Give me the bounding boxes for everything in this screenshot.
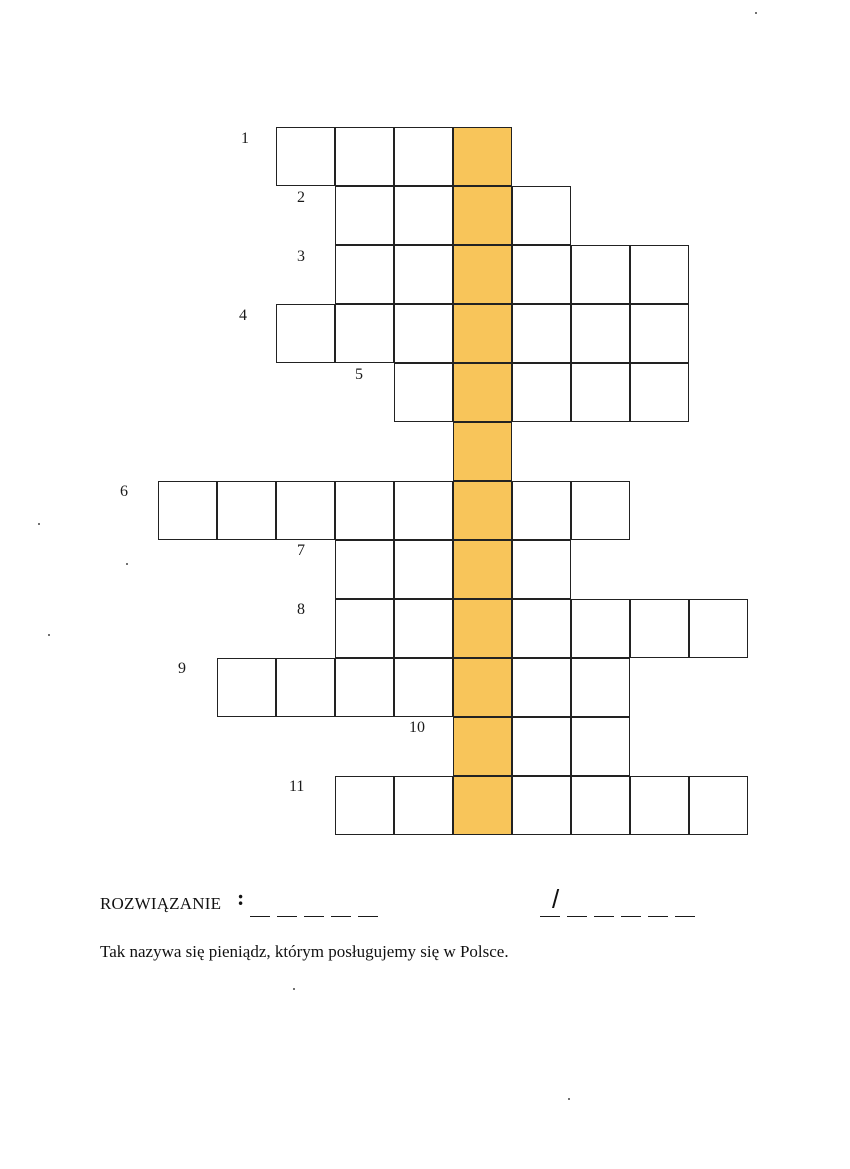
- solution-slash: /: [552, 884, 560, 914]
- crossword-cell[interactable]: [630, 363, 689, 422]
- answer-blank: [331, 916, 351, 917]
- crossword-cell[interactable]: [394, 186, 453, 245]
- crossword-cell[interactable]: [335, 186, 394, 245]
- clue-number: 8: [297, 601, 305, 618]
- crossword-cell[interactable]: [630, 776, 689, 835]
- crossword-cell[interactable]: [571, 363, 630, 422]
- scan-speck: [755, 12, 757, 14]
- crossword-cell[interactable]: [335, 127, 394, 186]
- key-column-cell[interactable]: [453, 422, 512, 481]
- crossword-cell[interactable]: [571, 304, 630, 363]
- crossword-cell[interactable]: [217, 658, 276, 717]
- crossword-cell[interactable]: [512, 717, 571, 776]
- key-column-cell[interactable]: [453, 540, 512, 599]
- crossword-cell[interactable]: [335, 245, 394, 304]
- crossword-cell[interactable]: [512, 363, 571, 422]
- answer-blank: [648, 916, 668, 917]
- solution-label: ROZWIĄZANIE: [100, 894, 222, 913]
- crossword-cell[interactable]: [276, 658, 335, 717]
- crossword-cell[interactable]: [276, 304, 335, 363]
- crossword-cell[interactable]: [512, 658, 571, 717]
- answer-blank: [277, 916, 297, 917]
- crossword-cell[interactable]: [630, 599, 689, 658]
- key-column-cell[interactable]: [453, 658, 512, 717]
- clue-number: 4: [239, 307, 247, 324]
- clue-number: 3: [297, 248, 305, 265]
- clue-number: 11: [289, 778, 305, 795]
- key-column-cell[interactable]: [453, 776, 512, 835]
- key-column-cell[interactable]: [453, 127, 512, 186]
- key-column-cell[interactable]: [453, 363, 512, 422]
- crossword-cell[interactable]: [689, 776, 748, 835]
- crossword-cell[interactable]: [630, 245, 689, 304]
- answer-blank: [250, 916, 270, 917]
- clue-number: 5: [355, 366, 363, 383]
- solution-answer-blanks[interactable]: [250, 884, 670, 924]
- scan-speck: [38, 523, 40, 525]
- crossword-cell[interactable]: [512, 540, 571, 599]
- crossword-cell[interactable]: [512, 304, 571, 363]
- crossword-cell[interactable]: [512, 776, 571, 835]
- crossword-cell[interactable]: [512, 186, 571, 245]
- answer-blank: [540, 916, 560, 917]
- crossword-cell[interactable]: [276, 127, 335, 186]
- scan-speck: [568, 1098, 570, 1100]
- crossword-cell[interactable]: [335, 481, 394, 540]
- crossword-cell[interactable]: [335, 304, 394, 363]
- key-column-cell[interactable]: [453, 481, 512, 540]
- crossword-cell[interactable]: [158, 481, 217, 540]
- key-column-cell[interactable]: [453, 717, 512, 776]
- clue-number: 9: [178, 660, 186, 677]
- crossword-cell[interactable]: [335, 540, 394, 599]
- crossword-cell[interactable]: [394, 127, 453, 186]
- crossword-cell[interactable]: [394, 599, 453, 658]
- clue-number: 1: [241, 130, 249, 147]
- crossword-cell[interactable]: [394, 658, 453, 717]
- crossword-cell[interactable]: [571, 481, 630, 540]
- key-column-cell[interactable]: [453, 599, 512, 658]
- answer-blank: [594, 916, 614, 917]
- crossword-cell[interactable]: [335, 776, 394, 835]
- clue-number: 6: [120, 483, 128, 500]
- crossword-cell[interactable]: [571, 599, 630, 658]
- crossword-cell[interactable]: [630, 304, 689, 363]
- crossword-cell[interactable]: [394, 363, 453, 422]
- crossword-cell[interactable]: [394, 540, 453, 599]
- key-column-cell[interactable]: [453, 186, 512, 245]
- solution-colon: :: [237, 885, 245, 910]
- solution-description: Tak nazywa się pieniądz, którym posługujemy się w Polsce.: [100, 942, 509, 961]
- crossword-cell[interactable]: [512, 245, 571, 304]
- crossword-cell[interactable]: [571, 717, 630, 776]
- crossword-cell[interactable]: [571, 776, 630, 835]
- crossword-cell[interactable]: [217, 481, 276, 540]
- scan-speck: [293, 988, 295, 990]
- clue-number: 2: [297, 189, 305, 206]
- crossword-cell[interactable]: [394, 245, 453, 304]
- crossword-cell[interactable]: [512, 481, 571, 540]
- answer-blank: [675, 916, 695, 917]
- scan-speck: [48, 634, 50, 636]
- scan-speck: [126, 563, 128, 565]
- crossword-cell[interactable]: [335, 599, 394, 658]
- crossword-cell[interactable]: [335, 658, 394, 717]
- crossword-cell[interactable]: [512, 599, 571, 658]
- crossword-cell[interactable]: [394, 304, 453, 363]
- key-column-cell[interactable]: [453, 304, 512, 363]
- crossword-cell[interactable]: [571, 245, 630, 304]
- solution-row: [100, 884, 700, 924]
- clue-number: 7: [297, 542, 305, 559]
- crossword-cell[interactable]: [394, 481, 453, 540]
- crossword-cell[interactable]: [276, 481, 335, 540]
- key-column-cell[interactable]: [453, 245, 512, 304]
- answer-blank: [621, 916, 641, 917]
- answer-blank: [567, 916, 587, 917]
- crossword-cell[interactable]: [394, 776, 453, 835]
- answer-blank: [358, 916, 378, 917]
- crossword-cell[interactable]: [689, 599, 748, 658]
- clue-number: 10: [409, 719, 425, 736]
- crossword-cell[interactable]: [571, 658, 630, 717]
- answer-blank: [304, 916, 324, 917]
